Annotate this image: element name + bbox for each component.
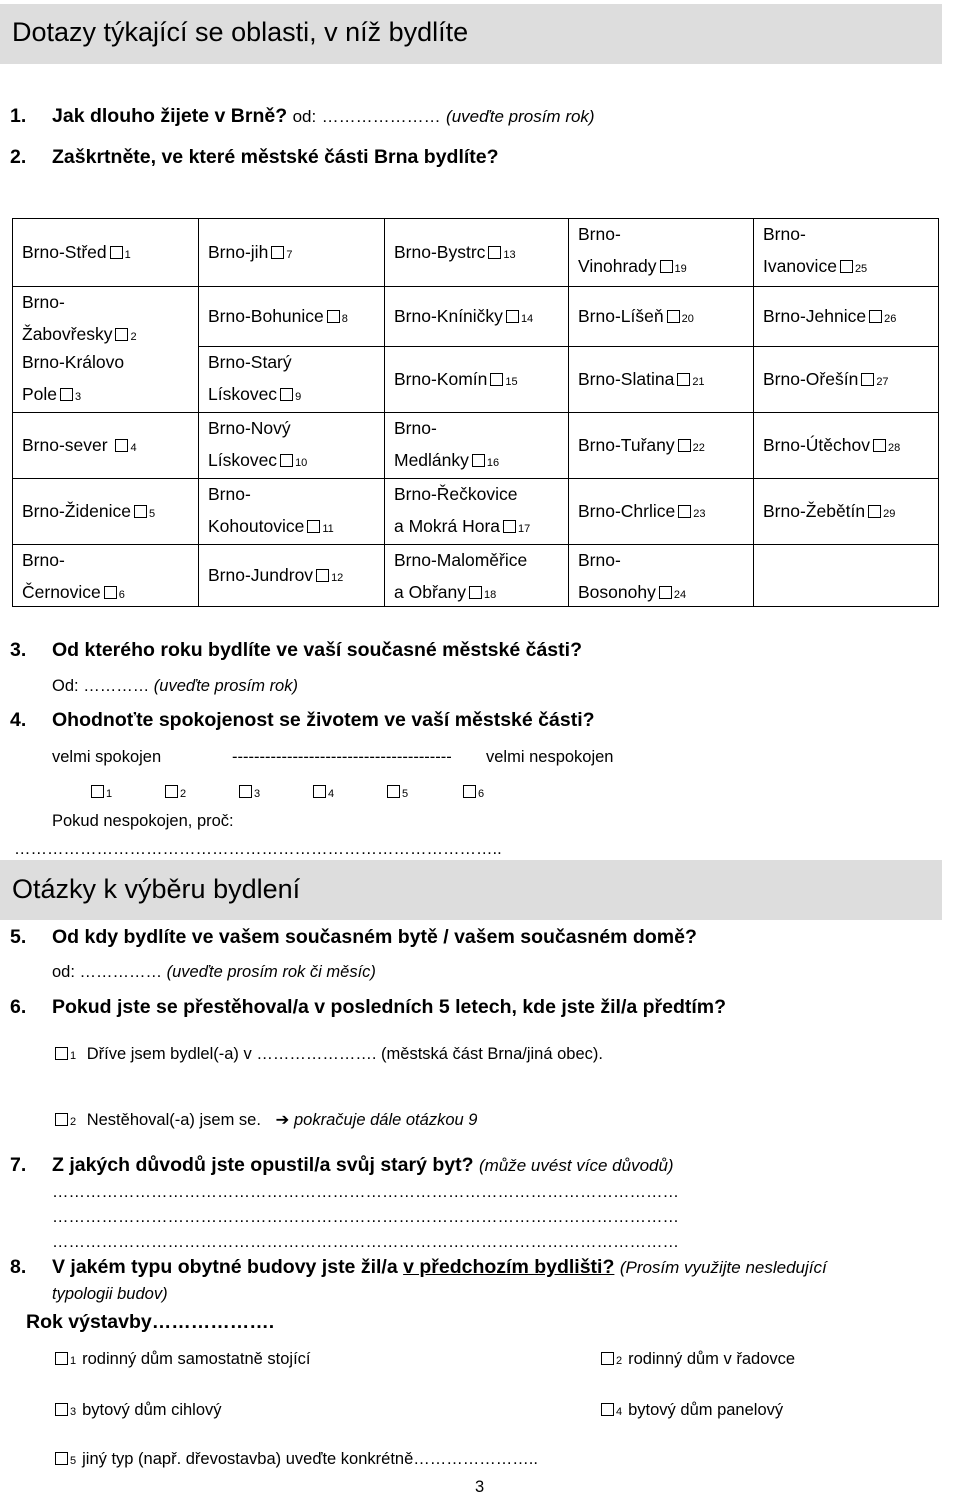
district-cell[interactable]	[22, 346, 124, 413]
checkbox[interactable]	[115, 328, 128, 341]
option-label: bytový dům cihlový	[82, 1401, 222, 1419]
question-number: 1.	[10, 105, 27, 127]
district-name	[578, 544, 686, 576]
checkbox[interactable]	[55, 1403, 68, 1416]
checkbox[interactable]	[115, 439, 128, 452]
district-name	[394, 444, 499, 479]
option-number: 1	[106, 788, 113, 800]
checkbox[interactable]	[55, 1352, 68, 1365]
checkbox[interactable]	[506, 310, 519, 323]
district-cell[interactable]	[763, 363, 889, 398]
option-number: 28	[888, 442, 901, 454]
district-name	[22, 495, 155, 530]
option-number: 1	[70, 1050, 77, 1062]
option-number: 16	[486, 457, 500, 469]
district-label: Brno-Žebětín	[763, 501, 866, 521]
option-number: 6	[118, 589, 125, 601]
district-name	[394, 576, 527, 611]
question-5	[10, 926, 697, 949]
district-name	[208, 236, 292, 271]
district-cell[interactable]	[208, 559, 343, 594]
question-text: V jakém typu obytné budovy jste žil/a	[52, 1256, 398, 1278]
district-name	[578, 576, 686, 611]
scale-dashes: ----------------------------------------	[232, 748, 452, 766]
arrow-right-icon: ➔	[275, 1111, 290, 1129]
option-number: 22	[692, 442, 705, 454]
checkbox[interactable]	[239, 785, 252, 798]
checkbox[interactable]	[667, 310, 680, 323]
checkbox[interactable]	[678, 439, 691, 452]
option-hint: pokračuje dále otázkou 9	[293, 1111, 478, 1129]
checkbox[interactable]	[110, 246, 123, 259]
scale-option[interactable]	[460, 783, 484, 802]
district-cell[interactable]	[22, 495, 155, 530]
scale-right-label: velmi nespokojen	[486, 748, 614, 766]
q7-answer-line[interactable]: ……………………………………………………………………………………………………	[52, 1208, 679, 1226]
option-number: 26	[884, 313, 897, 325]
district-label: Brno-	[578, 224, 621, 244]
checkbox[interactable]	[677, 373, 690, 386]
district-name	[208, 559, 343, 594]
district-name	[763, 300, 896, 335]
district-name	[208, 378, 301, 413]
district-label: Brno-Útěchov	[763, 435, 870, 455]
checkbox[interactable]	[104, 586, 117, 599]
answer-prefix: Od:	[52, 677, 79, 695]
checkbox[interactable]	[55, 1452, 68, 1465]
district-label: Pole	[22, 384, 58, 404]
answer-hint: (uveďte prosím rok či měsíc)	[166, 963, 376, 981]
district-label: Brno-Slatina	[578, 369, 675, 389]
district-cell[interactable]	[208, 346, 301, 413]
q7-answer-line[interactable]: ……………………………………………………………………………………………………	[52, 1233, 679, 1251]
checkbox[interactable]	[280, 454, 293, 467]
answer-prefix: od:	[292, 107, 317, 126]
district-name	[578, 250, 687, 285]
option-number: 2	[130, 331, 137, 343]
option-label: Nestěhoval(-a) jsem se.	[86, 1111, 261, 1129]
checkbox[interactable]	[307, 520, 320, 533]
district-label: Brno-Královo	[22, 352, 125, 372]
option-number: 12	[331, 572, 344, 584]
option-label: bytový dům panelový	[628, 1401, 784, 1419]
option-number: 7	[286, 249, 293, 261]
option-number: 27	[876, 376, 889, 388]
district-label: Brno-Chrlice	[578, 501, 676, 521]
district-name	[394, 510, 530, 545]
checkbox[interactable]	[463, 785, 476, 798]
district-label: Brno-	[394, 418, 437, 438]
section-title: Otázky k výběru bydlení	[12, 874, 301, 904]
scale-option[interactable]	[384, 783, 408, 802]
district-label: Brno-Kníničky	[394, 306, 503, 326]
checkbox[interactable]	[91, 785, 104, 798]
district-label: Brno-Líšeň	[578, 306, 664, 326]
district-label: Brno-Starý	[208, 352, 292, 372]
district-cell[interactable]	[394, 236, 516, 271]
district-label: Brno-Jehnice	[763, 306, 867, 326]
year-built-label[interactable]: Rok výstavby……………….	[26, 1311, 275, 1333]
checkbox[interactable]	[503, 520, 516, 533]
checkbox[interactable]	[488, 246, 501, 259]
question-number: 4.	[10, 709, 27, 731]
checkbox[interactable]	[659, 586, 672, 599]
q4-why-label: Pokud nespokojen, proč:	[52, 812, 234, 830]
question-hint: (může uvést více důvodů)	[478, 1156, 674, 1175]
district-label: Brno-	[22, 292, 65, 312]
section-header	[0, 4, 942, 64]
question-text: Z jakých důvodů jste opustil/a svůj starý byt?	[52, 1154, 474, 1176]
district-cell[interactable]	[208, 412, 307, 479]
district-name	[22, 378, 124, 413]
district-name	[763, 429, 900, 464]
option-tail: (městská část Brna/jiná obec).	[381, 1045, 603, 1063]
checkbox[interactable]	[469, 586, 482, 599]
district-name	[394, 236, 516, 271]
question-8	[10, 1256, 827, 1279]
building-type-option[interactable]	[598, 1350, 795, 1369]
district-cell[interactable]	[394, 544, 527, 611]
checkbox[interactable]	[316, 569, 329, 582]
question-hint: (Prosím využijte nesledující	[619, 1258, 827, 1277]
option-number: 3	[70, 1406, 77, 1418]
answer-blank[interactable]: ………………….	[256, 1045, 377, 1063]
district-label: Brno-sever	[22, 435, 113, 455]
row-divider	[12, 286, 939, 287]
district-name	[208, 346, 301, 378]
checkbox[interactable]	[134, 505, 147, 518]
scale-option[interactable]	[162, 783, 186, 802]
district-label: Brno-Ořešín	[763, 369, 859, 389]
checkbox[interactable]	[313, 785, 326, 798]
option-number: 8	[341, 313, 348, 325]
question-number: 8.	[10, 1256, 27, 1278]
district-cell[interactable]	[578, 363, 705, 398]
scale-option[interactable]	[236, 783, 260, 802]
q5-answer-line	[52, 963, 376, 982]
option-number: 23	[693, 508, 706, 520]
district-label: Brno-Maloměřice	[394, 550, 528, 570]
section-title: Dotazy týkající se oblasti, v níž bydlíte	[12, 17, 469, 47]
district-cell[interactable]	[394, 478, 530, 545]
checkbox[interactable]	[601, 1403, 614, 1416]
option-label: rodinný dům v řadovce	[628, 1350, 796, 1368]
district-label: Kohoutovice	[208, 516, 305, 536]
district-label: Brno-Židenice	[22, 501, 131, 521]
district-label: Brno-	[578, 550, 621, 570]
question-text: Pokud jste se přestěhoval/a v posledních 5 letech, kde jste žil/a předtím?	[52, 996, 727, 1018]
question-number: 7.	[10, 1154, 27, 1176]
option-number: 13	[503, 249, 516, 261]
district-name	[208, 478, 334, 510]
building-type-option[interactable]	[52, 1401, 222, 1420]
district-cell[interactable]	[394, 300, 533, 335]
district-label: Brno-jih	[208, 242, 269, 262]
q6-option-1[interactable]	[52, 1045, 603, 1064]
district-name	[578, 363, 705, 398]
district-name	[22, 286, 137, 318]
option-number: 10	[295, 457, 308, 469]
option-number: 4	[328, 788, 335, 800]
option-number: 9	[295, 391, 302, 403]
option-number: 4	[616, 1406, 623, 1418]
option-number: 1	[124, 249, 131, 261]
question-text: Od kterého roku bydlíte ve vaší současné městské části?	[52, 639, 582, 661]
checkbox[interactable]	[271, 246, 284, 259]
checkbox[interactable]	[868, 505, 881, 518]
option-number: 6	[478, 788, 485, 800]
district-label: Brno-Řečkovice	[394, 484, 518, 504]
option-label: Dříve jsem bydlel(-a) v	[86, 1045, 252, 1063]
question-number: 2.	[10, 146, 27, 168]
question-text: Od kdy bydlíte ve vašem současném bytě / vašem současném domě?	[52, 926, 697, 948]
q7-answer-line[interactable]: ……………………………………………………………………………………………………	[52, 1183, 679, 1201]
scale-left-label: velmi spokojen	[52, 748, 162, 766]
option-number: 20	[681, 313, 694, 325]
district-cell[interactable]	[763, 429, 900, 464]
checkbox[interactable]	[55, 1113, 68, 1126]
district-name	[208, 300, 348, 335]
district-cell[interactable]	[22, 236, 131, 271]
district-name	[22, 544, 125, 576]
district-name	[22, 346, 124, 378]
answer-hint: (uveďte prosím rok)	[446, 107, 595, 126]
question-text: Jak dlouho žijete v Brně?	[52, 105, 288, 127]
district-cell[interactable]	[208, 478, 334, 545]
district-cell[interactable]	[208, 300, 348, 335]
district-cell[interactable]	[578, 218, 687, 285]
district-name	[22, 429, 137, 464]
option-number: 14	[520, 313, 534, 325]
option-number: 5	[148, 508, 156, 520]
district-label: Medlánky	[394, 450, 469, 470]
question-4	[10, 709, 595, 732]
district-name	[394, 363, 518, 398]
district-name	[578, 300, 694, 335]
checkbox[interactable]	[280, 388, 293, 401]
district-name	[578, 218, 687, 250]
option-number: 17	[518, 523, 531, 535]
district-name	[763, 250, 867, 285]
district-name	[208, 412, 307, 444]
option-number: 25	[854, 263, 868, 275]
question-number: 6.	[10, 996, 27, 1018]
district-label: Brno-Bohunice	[208, 306, 324, 326]
district-label: Vinohrady	[578, 256, 657, 276]
row-divider	[198, 346, 939, 347]
checkbox[interactable]	[840, 260, 853, 273]
option-number: 2	[70, 1116, 77, 1128]
option-number: 2	[180, 788, 187, 800]
district-label: Brno-Nový	[208, 418, 291, 438]
answer-blank[interactable]: …………	[83, 677, 150, 695]
option-number: 18	[483, 589, 497, 601]
district-name	[394, 412, 499, 444]
district-label: Brno-	[208, 484, 251, 504]
scale-option[interactable]	[310, 783, 334, 802]
option-number: 29	[883, 508, 896, 520]
district-label: Brno-Tuřany	[578, 435, 675, 455]
district-label: Brno-	[763, 224, 806, 244]
district-label: Ivanovice	[763, 256, 837, 276]
building-type-option[interactable]	[52, 1350, 310, 1369]
option-number: 5	[70, 1455, 77, 1467]
district-label: Černovice	[22, 582, 101, 602]
district-label: Brno-	[22, 550, 65, 570]
option-number: 1	[70, 1355, 77, 1367]
district-name	[394, 300, 533, 335]
checkbox[interactable]	[601, 1352, 614, 1365]
district-name	[208, 510, 334, 545]
district-cell[interactable]	[394, 363, 518, 398]
district-cell[interactable]	[763, 495, 895, 530]
district-name	[208, 444, 307, 479]
checkbox[interactable]	[861, 373, 874, 386]
district-name	[763, 363, 889, 398]
district-label: Lískovec	[208, 384, 278, 404]
question-3	[10, 639, 582, 662]
district-name	[394, 544, 527, 576]
answer-blank[interactable]: ……………	[79, 963, 163, 981]
district-label: Brno-Bystrc	[394, 242, 486, 262]
district-name	[578, 495, 706, 530]
district-name	[22, 576, 125, 611]
q4-why-blank[interactable]: ……………………………………………………………………………..	[14, 840, 502, 858]
option-number: 4	[130, 442, 137, 454]
district-label: Brno-Střed	[22, 242, 107, 262]
checkbox[interactable]	[387, 785, 400, 798]
district-cell[interactable]	[578, 544, 686, 611]
district-cell[interactable]	[208, 236, 292, 271]
answer-prefix: od:	[52, 963, 75, 981]
district-cell[interactable]	[22, 544, 125, 611]
option-number: 3	[75, 391, 82, 403]
question-2	[10, 146, 499, 169]
option-number: 11	[322, 523, 334, 535]
checkbox[interactable]	[660, 260, 673, 273]
district-label: Bosonohy	[578, 582, 656, 602]
building-type-option[interactable]	[598, 1401, 783, 1420]
question-hint-cont: typologii budov)	[52, 1285, 168, 1303]
district-cell[interactable]	[763, 300, 896, 335]
district-label: Žabovřesky	[22, 324, 113, 344]
option-number: 19	[674, 263, 687, 275]
district-cell[interactable]	[578, 429, 705, 464]
district-cell[interactable]	[578, 300, 694, 335]
district-label: a Mokrá Hora	[394, 516, 501, 536]
option-number: 3	[254, 788, 261, 800]
district-label: Brno-Komín	[394, 369, 488, 389]
option-number: 21	[692, 376, 705, 388]
district-name	[578, 429, 705, 464]
district-label: Lískovec	[208, 450, 278, 470]
q3-answer-line	[52, 677, 298, 696]
district-cell[interactable]	[763, 218, 867, 285]
question-1	[10, 105, 595, 128]
option-label: rodinný dům samostatně stojící	[82, 1350, 311, 1368]
answer-blank[interactable]: …………………	[321, 107, 441, 126]
checkbox[interactable]	[490, 373, 503, 386]
question-text-underlined: v předchozím bydlišti?	[403, 1256, 615, 1278]
answer-hint: (uveďte prosím rok)	[153, 677, 298, 695]
checkbox[interactable]	[327, 310, 340, 323]
checkbox[interactable]	[165, 785, 178, 798]
district-cell[interactable]	[578, 495, 706, 530]
question-number: 3.	[10, 639, 27, 661]
question-6	[10, 996, 726, 1019]
district-name	[763, 218, 867, 250]
scale-option[interactable]	[88, 783, 112, 802]
checkbox[interactable]	[55, 1047, 68, 1060]
building-type-option[interactable]	[52, 1450, 538, 1469]
checkbox[interactable]	[873, 439, 886, 452]
option-label: jiný typ (např. dřevostavba) uveďte konkrétně…………………..	[82, 1450, 538, 1468]
q6-option-2[interactable]	[52, 1110, 477, 1130]
district-label: a Obřany	[394, 582, 466, 602]
checkbox[interactable]	[869, 310, 882, 323]
question-text: Zaškrtněte, ve které městské části Brna bydlíte?	[52, 146, 499, 168]
district-label: Brno-Jundrov	[208, 565, 314, 585]
question-text: Ohodnoťte spokojenost se životem ve vaší městské části?	[52, 709, 595, 731]
checkbox[interactable]	[60, 388, 73, 401]
checkbox[interactable]	[678, 505, 691, 518]
district-cell[interactable]	[22, 286, 137, 353]
district-name	[763, 495, 895, 530]
question-number: 5.	[10, 926, 27, 948]
option-number: 15	[505, 376, 518, 388]
district-cell[interactable]	[22, 429, 137, 464]
option-number: 24	[673, 589, 687, 601]
district-name	[22, 236, 131, 271]
district-cell[interactable]	[394, 412, 499, 479]
option-number: 5	[402, 788, 409, 800]
checkbox[interactable]	[472, 454, 485, 467]
page-number: 3	[475, 1478, 485, 1496]
district-name	[394, 478, 530, 510]
option-number: 2	[616, 1355, 623, 1367]
question-7	[10, 1154, 674, 1177]
section-header	[0, 860, 942, 920]
